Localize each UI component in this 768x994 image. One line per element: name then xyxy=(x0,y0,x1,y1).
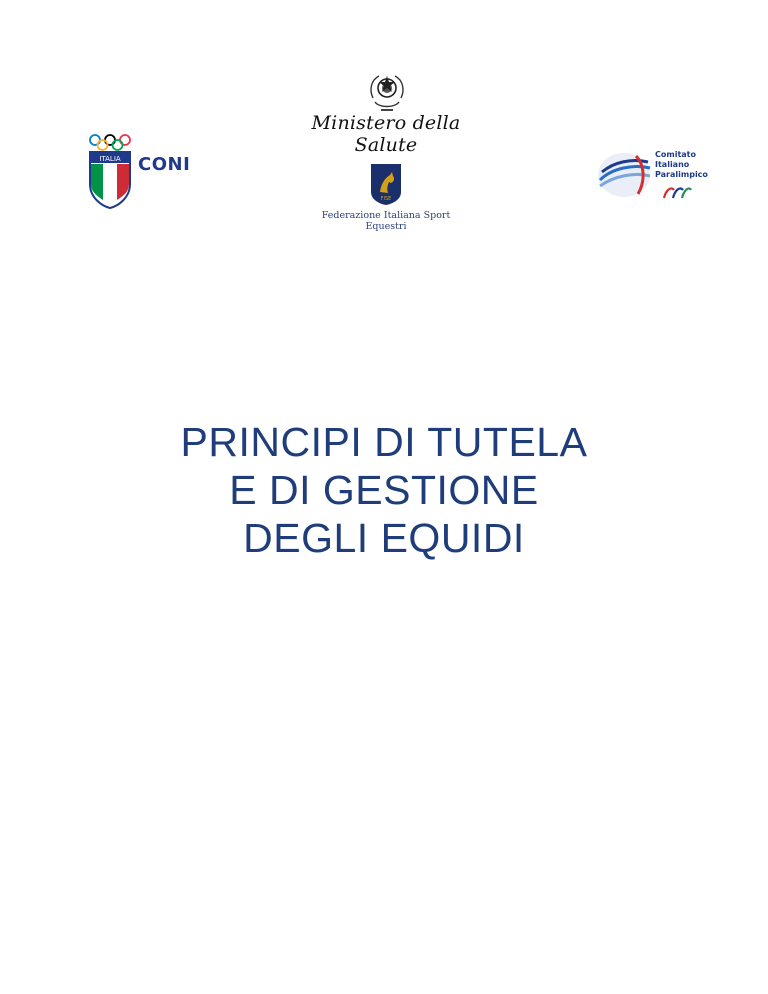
title-line: PRINCIPI DI TUTELA xyxy=(180,419,588,465)
fise-horse-badge-icon xyxy=(368,162,404,206)
title-line: E DI GESTIONE xyxy=(229,467,539,513)
cip-globe-icon xyxy=(596,150,654,200)
italian-republic-emblem-icon xyxy=(365,68,409,116)
italy-shield-icon xyxy=(88,150,132,210)
ministry-title: Ministero della Salute xyxy=(311,112,461,156)
cip-text-line: Paralimpico xyxy=(655,170,708,179)
coni-shield-label: ITALIA xyxy=(99,155,121,163)
fise-badge-label: FISE xyxy=(380,196,392,202)
coni-label: CONI xyxy=(138,154,191,175)
cip-text-line: Comitato xyxy=(655,150,696,159)
title-line: DEGLI EQUIDI xyxy=(243,515,525,561)
paralympic-agitos-icon xyxy=(662,184,692,200)
cip-text-line: Italiano xyxy=(655,160,690,169)
document-title xyxy=(100,418,668,562)
cip-text xyxy=(655,150,708,180)
fise-caption: Federazione Italiana Sport Equestri xyxy=(321,210,451,232)
